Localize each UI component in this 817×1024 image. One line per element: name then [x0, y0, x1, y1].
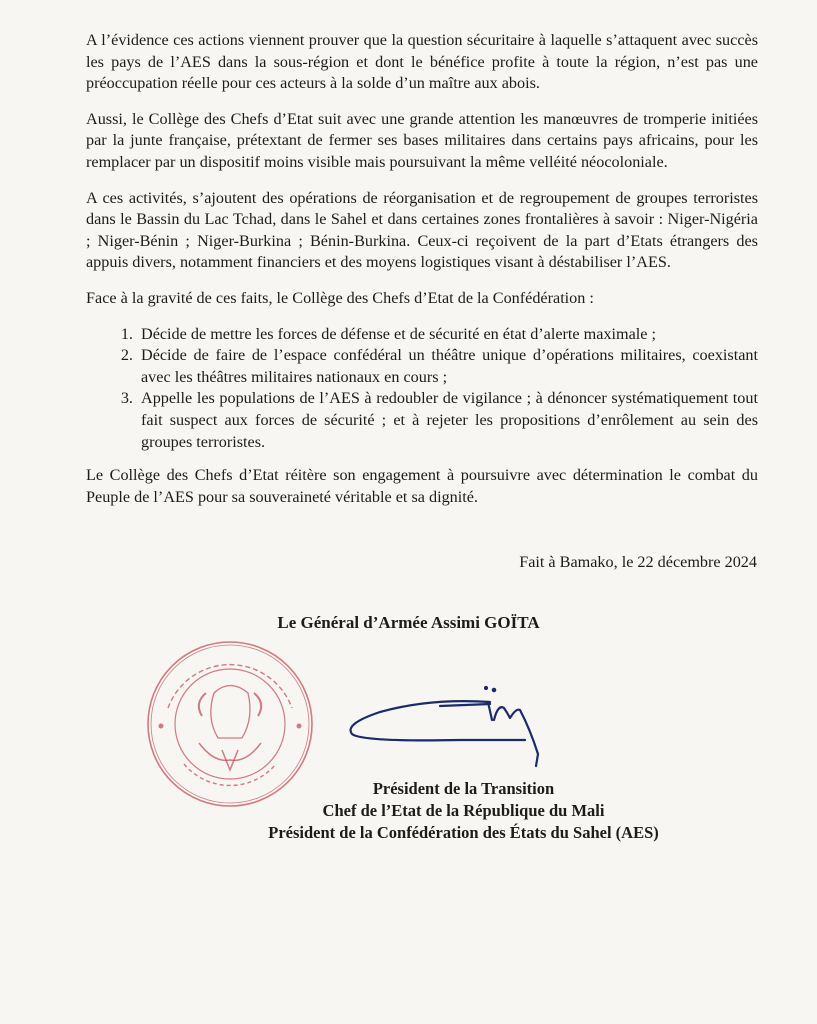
closing-paragraph: Le Collège des Chefs d’Etat réitère son engagement à poursuivre avec détermination le combat du Peuple de l’AES pour sa souveraineté véritable et sa dignité. — [86, 466, 758, 506]
paragraph-2: Aussi, le Collège des Chefs d’Etat suit avec une grande attention les manœuvres de tromperie initiées par la junte française, prétextant de fermer ses bases militaires dans certains pays africains, pour les remplacer par un dispositif moins visible mais poursuivant la même velléité néocoloniale. — [86, 109, 758, 171]
decision-item: 1. Décide de mettre les forces de défense et de sécurité en état d’alerte maximale ; — [137, 324, 758, 346]
coat-of-arms-icon — [211, 685, 250, 738]
handwritten-signature — [340, 674, 550, 774]
signatory-titles — [200, 778, 727, 844]
title-line: Président de la Transition — [372, 778, 555, 798]
title-line: Chef de l’Etat de la République du Mali — [322, 800, 605, 820]
decision-item: 2. Décide de faire de l’espace confédéral un théâtre unique d’opérations militaires, coexistant avec les théâtres militaires nationaux en cours ; — [137, 345, 758, 388]
signatory-name: Le Général d’Armée Assimi GOÏTA — [277, 612, 540, 632]
signature-zone — [0, 638, 817, 778]
paragraph-4: Face à la gravité de ces faits, le Collège des Chefs d’Etat de la Confédération : — [86, 288, 594, 307]
title-line: Président de la Confédération des États du Sahel (AES) — [268, 822, 659, 842]
document-body — [86, 30, 758, 508]
paragraph-3: A ces activités, s’ajoutent des opérations de réorganisation et de regroupement de groupes terroristes dans le Bassin du Lac Tchad, dans le Sahel et dans certaines zones frontalières à savoir : Niger-Nigéria ; Niger-Bénin ; Niger-Burkina ; Bénin-Burkina. Ceux-ci reçoivent de la part d’Etats étrangers des appuis divers, notamment financiers et des moyens logistiques visant à déstabiliser l’AES. — [86, 188, 758, 272]
decision-item: 3. Appelle les populations de l’AES à redoubler de vigilance ; à dénoncer systématiquement tout fait suspect aux forces de sécurité ; et à rejeter les propositions d’enrôlement au sein des groupes terroristes. — [137, 388, 758, 453]
stamp-lettering-marks — [168, 665, 292, 786]
paragraph-1: A l’évidence ces actions viennent prouver que la question sécuritaire à laquelle s’attaquent avec succès les pays de l’AES dans la sous-région et dont le bénéfice profite à toute la région, n’est pas une préoccupation réelle pour ces acteurs à la solde d’un maître aux abois. — [86, 31, 758, 93]
place-date: Fait à Bamako, le 22 décembre 2024 — [519, 553, 757, 572]
decisions-list — [86, 324, 758, 454]
